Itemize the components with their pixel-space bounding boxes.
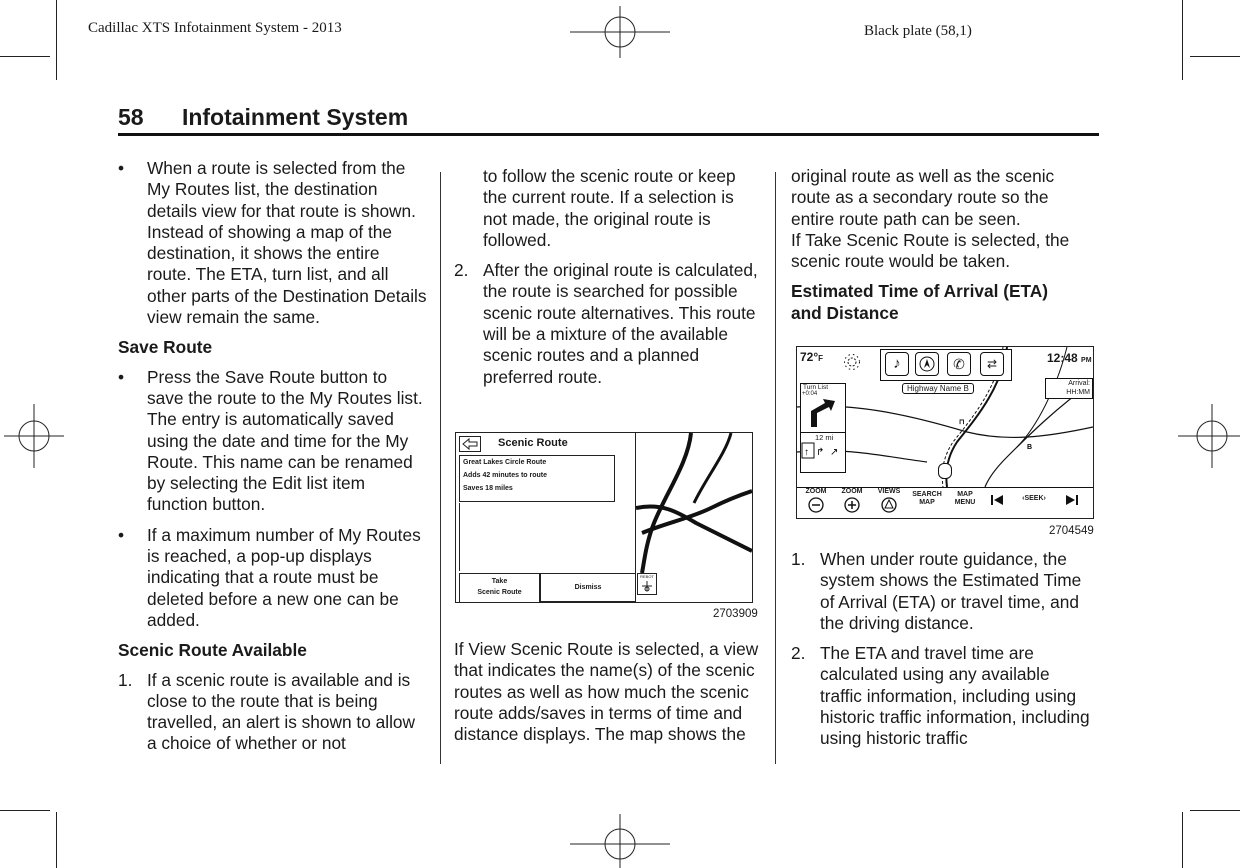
figure-id: 2704549	[1049, 525, 1094, 537]
sun-icon	[843, 353, 861, 371]
clock: 12:48 PM	[1047, 351, 1092, 365]
scenic-route-time: Adds 42 minutes to route	[463, 472, 548, 479]
column-3	[791, 166, 1096, 332]
page-title: Infotainment System	[181, 104, 409, 130]
scenic-route-distance: Saves 18 miles	[463, 485, 513, 492]
crop-mark	[1190, 810, 1240, 811]
back-arrow-icon	[459, 436, 481, 452]
turn-list-panel[interactable]	[800, 383, 846, 473]
list-item: • When a route is selected from the My Routes list, the destination details view for that route is shown. Instead of showing a map of the destination, it shows the entire route. The ETA, turn list, and all other parts of the Destination Details view remain the same.	[118, 158, 427, 328]
section-rule	[118, 133, 1099, 136]
next-track-icon	[1064, 492, 1080, 508]
seek-button[interactable]: ‹SEEK›	[1022, 495, 1046, 502]
running-header-left: Cadillac XTS Infotainment System - 2013	[88, 20, 342, 36]
navigation-icon[interactable]	[915, 352, 939, 376]
numbered-item: 1. If a scenic route is available and is close to the route that is being travelled, an alert is shown to allow a choice of whether or not	[118, 669, 415, 754]
triangle-icon	[880, 496, 898, 514]
vehicle-position-icon	[938, 463, 952, 479]
map-badge: REBOT	[637, 573, 657, 595]
bullet-icon: •	[118, 524, 125, 545]
dismiss-button[interactable]: Dismiss	[540, 573, 636, 602]
info-panel	[459, 455, 615, 502]
column-2	[454, 166, 759, 397]
map-menu-button[interactable]: MAP MENU	[954, 491, 976, 506]
road-name-label: Highway Name B	[902, 383, 974, 394]
arrival-box: Arrival: HH:MM	[1045, 378, 1093, 399]
body-paragraph: If Take Scenic Route is selected, the scenic route would be taken.	[791, 229, 1070, 272]
subheading-scenic-route: Scenic Route Available	[118, 640, 307, 661]
crop-mark	[0, 56, 50, 57]
section-title	[118, 104, 408, 131]
numbered-item: 2. The ETA and travel time are calculated using any available traffic information, including using historic traffic information, including using historic traffic	[791, 643, 1090, 749]
column-divider	[775, 172, 776, 764]
config-icon[interactable]: ⇄	[980, 352, 1004, 376]
body-paragraph: original route as well as the scenic route as a secondary route so the entire route path can be seen.	[791, 166, 1055, 229]
turn-list-delta: +0:04	[802, 391, 818, 397]
crop-mark	[1182, 812, 1183, 868]
column-3-lower	[791, 549, 1096, 759]
scenic-route-name: Great Lakes Circle Route	[463, 459, 547, 466]
compass-icon	[641, 580, 653, 592]
subheading-save-route: Save Route	[118, 337, 213, 358]
registration-mark-left	[4, 404, 64, 468]
registration-mark-top	[570, 6, 670, 58]
svg-text:↗: ↗	[830, 447, 839, 458]
bullet-icon: •	[118, 158, 125, 178]
phone-icon[interactable]: ✆	[947, 352, 971, 376]
views-button[interactable]: VIEWS	[874, 488, 904, 517]
list-item: • Press the Save Route button to save the route to the My Routes list. The entry is automatically saved using the date and time for the My Route. This name can be renamed by selecting the Edit list item function button.	[118, 366, 423, 515]
previous-track-icon	[989, 492, 1005, 508]
previous-button[interactable]	[984, 488, 1010, 517]
minus-circle-icon	[807, 496, 825, 514]
numbered-item-continuation: to follow the scenic route or keep the current route. If a selection is not made, the original route is followed.	[483, 166, 736, 250]
scenic-route-screen-figure	[455, 432, 753, 603]
zoom-in-button[interactable]: ZOOM	[837, 488, 867, 517]
next-button[interactable]	[1059, 488, 1085, 517]
turn-distance: 12 mi	[801, 432, 845, 442]
registration-mark-bottom	[570, 814, 670, 868]
left-panel-frame	[459, 503, 635, 571]
list-item: • If a maximum number of My Routes is reached, a pop-up displays indicating that a route must be deleted before a new one can be added.	[118, 524, 421, 630]
zoom-out-button[interactable]: ZOOM	[801, 488, 831, 517]
take-scenic-route-button[interactable]: Take Scenic Route	[459, 573, 540, 603]
crop-mark	[56, 812, 57, 868]
crop-mark	[56, 0, 57, 80]
body-paragraph: If View Scenic Route is selected, a view that indicates the name(s) of the scenic routes as well as how much the scenic route adds/saves in terms of time and distance displays. The map shows the	[454, 639, 759, 745]
column-1	[118, 158, 428, 764]
svg-text:↱: ↱	[816, 447, 825, 458]
subheading-eta: Estimated Time of Arrival (ETA) and Distance	[791, 281, 1049, 323]
numbered-item: 1. When under route guidance, the system shows the Estimated Time of Arrival (ETA) or travel time, and the driving distance.	[791, 549, 1082, 633]
svg-text:⊓: ⊓	[959, 419, 965, 426]
road-marker: B	[1027, 444, 1033, 451]
bullet-icon: •	[118, 366, 125, 387]
crop-mark	[0, 810, 50, 811]
temperature: 72°F	[800, 350, 824, 364]
column-2-lower	[454, 639, 759, 745]
search-map-button[interactable]: SEARCH MAP	[912, 491, 942, 506]
page-number: 58	[118, 104, 144, 130]
turn-right-arrow-icon	[801, 397, 845, 427]
screen-title: Scenic Route	[498, 437, 568, 449]
numbered-item: 2. After the original route is calculated, the route is searched for possible scenic route alternatives. This route will be a mixture of the available scenic routes and a planned preferred route.	[454, 260, 758, 387]
turn-list-label: Turn List	[803, 384, 829, 391]
navigation-map-figure	[796, 346, 1094, 519]
figure-id: 2703909	[713, 608, 758, 620]
plus-circle-icon	[843, 496, 861, 514]
svg-text:↑: ↑	[804, 447, 809, 458]
crop-mark	[1182, 0, 1183, 80]
audio-icon[interactable]: ♪	[885, 352, 909, 376]
maneuver-icons	[801, 442, 845, 460]
column-divider	[440, 172, 441, 764]
running-header-right: Black plate (58,1)	[864, 23, 972, 39]
crop-mark	[1190, 56, 1240, 57]
registration-mark-right	[1178, 404, 1240, 468]
